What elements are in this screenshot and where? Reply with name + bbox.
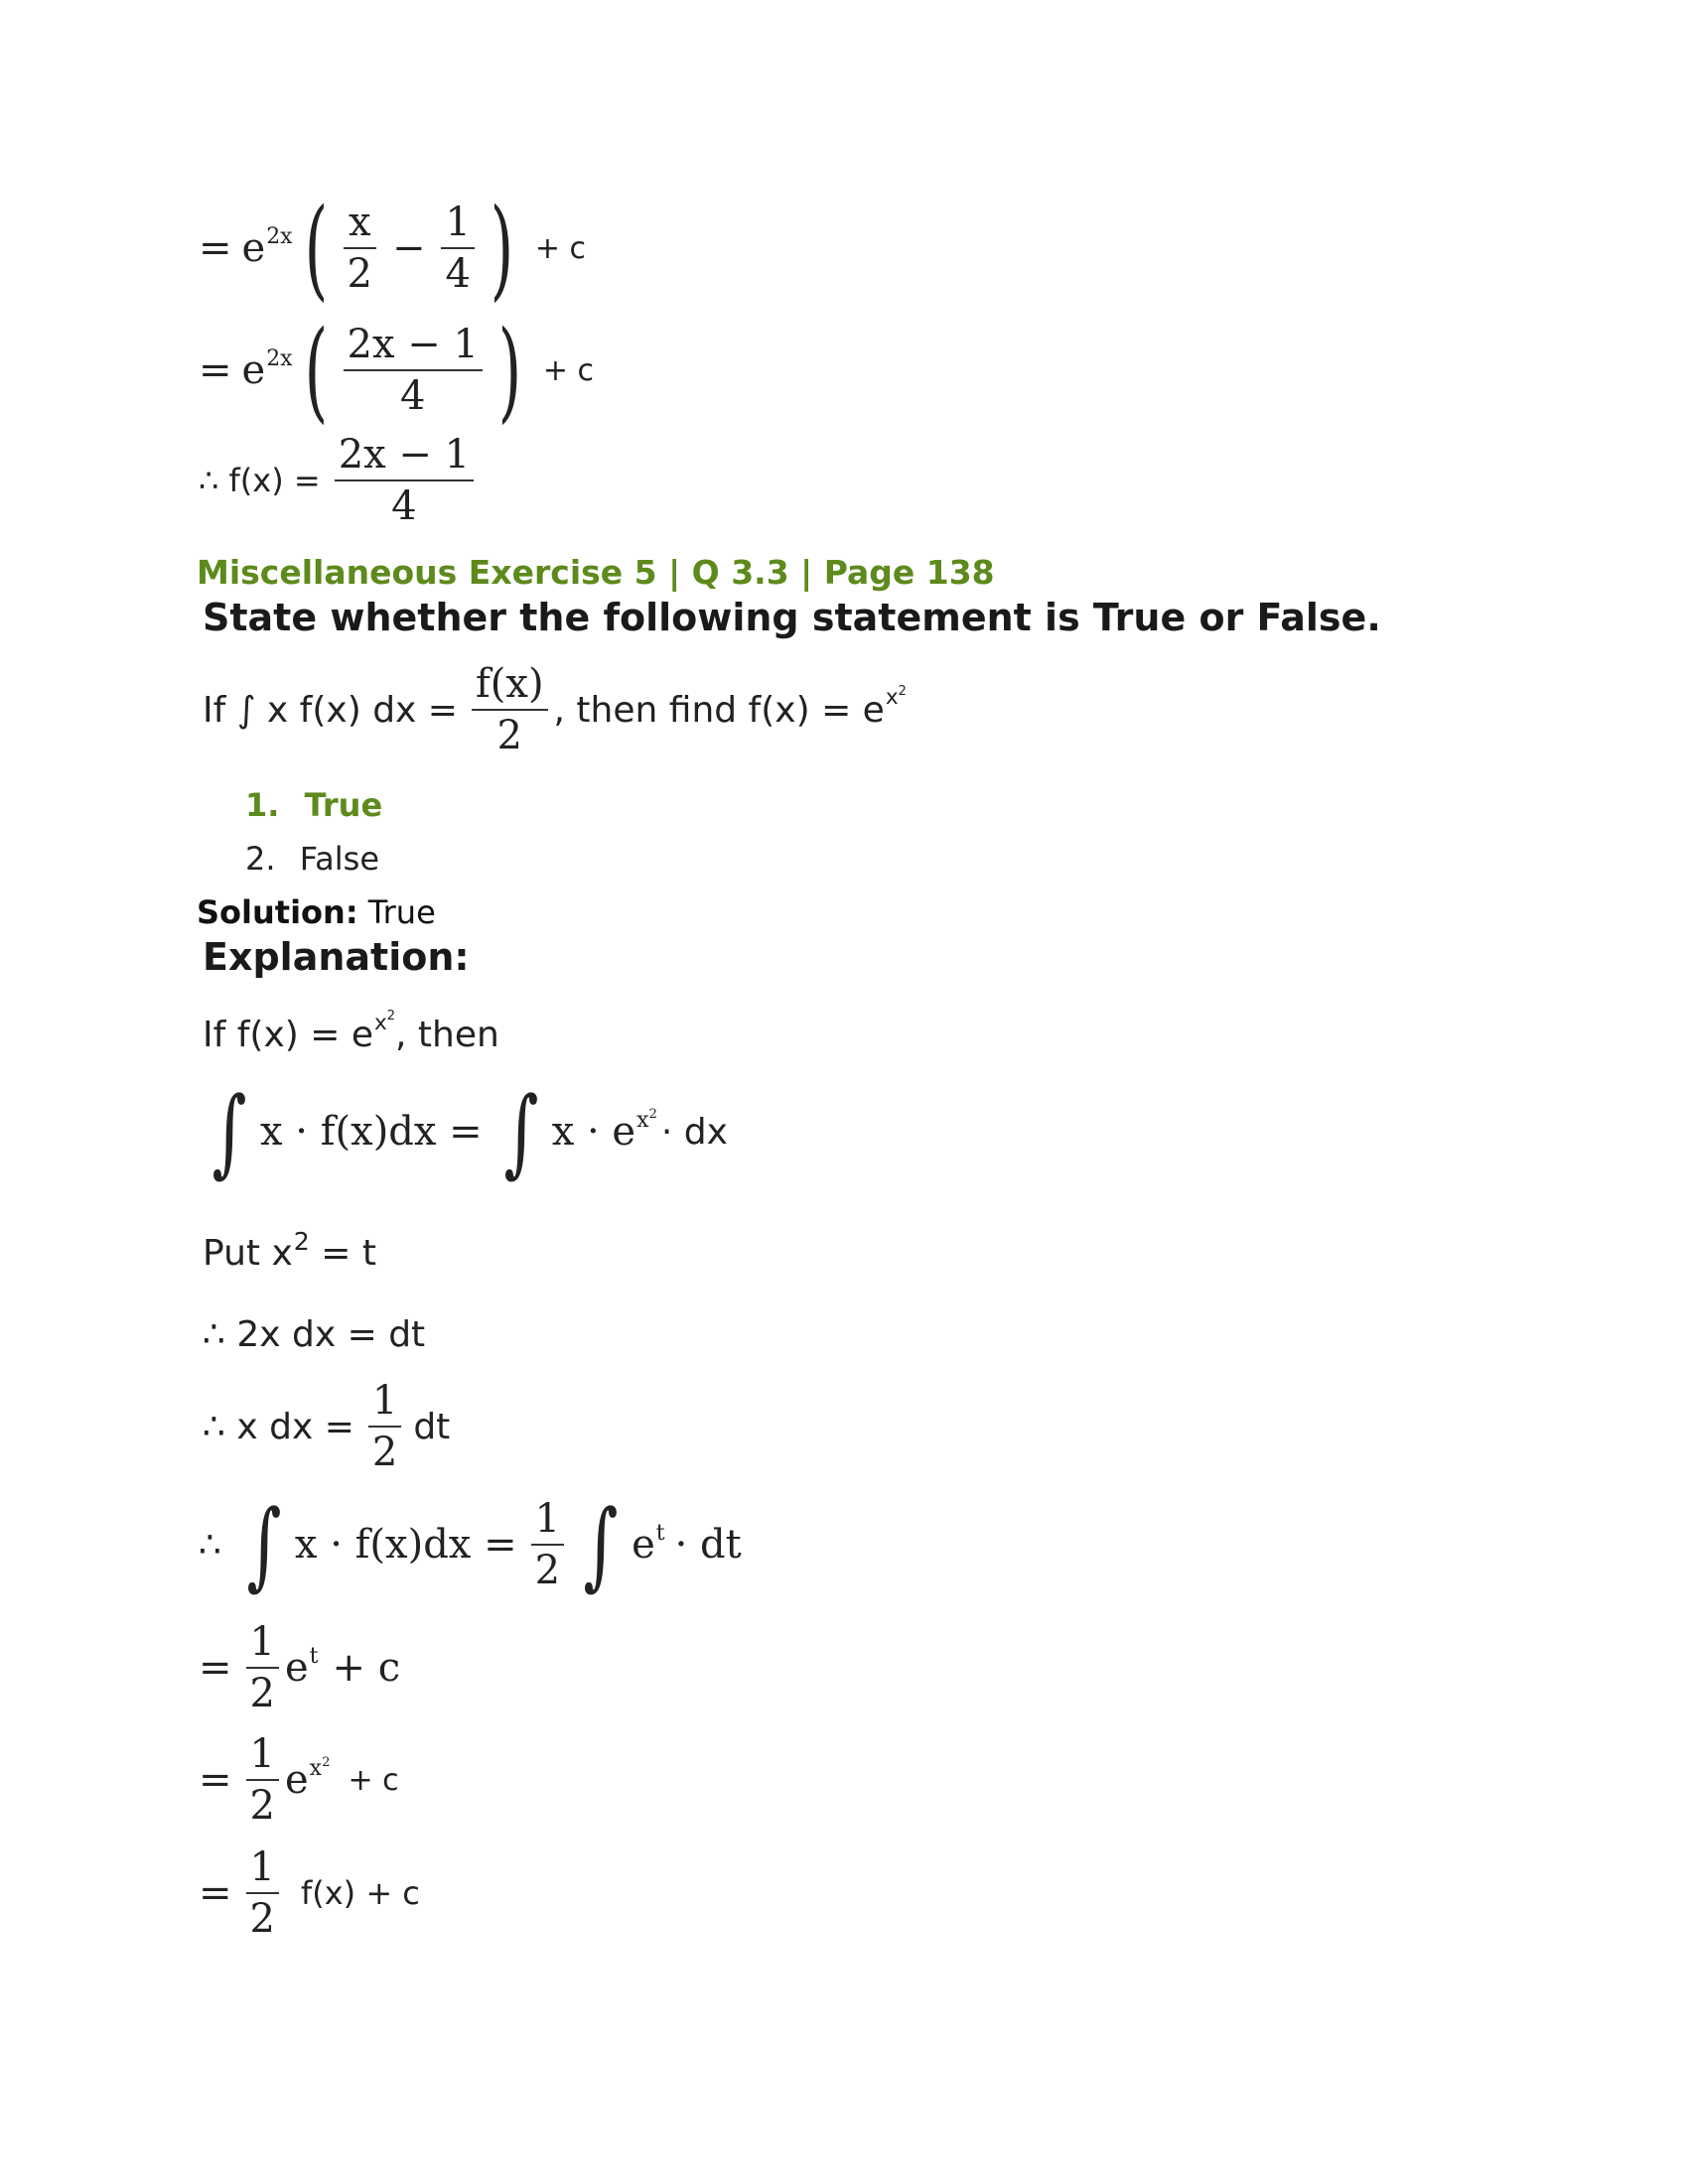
exponential-base: $e^{2x}$ <box>241 346 293 393</box>
top-line-1 <box>199 185 587 312</box>
option-true[interactable] <box>245 786 382 824</box>
fraction-half: $\frac{1}{2}$ <box>246 1846 279 1940</box>
right-paren: ) <box>497 307 522 434</box>
integral-sign: ∫ <box>211 1076 247 1187</box>
top-line-2 <box>199 307 595 434</box>
equals-sign: = <box>199 225 232 271</box>
solution-line <box>197 893 436 931</box>
step-if-fx: If $f(x) = e^{x^2}$, then <box>203 1009 499 1055</box>
step-differential: ∴ 2x dx = dt <box>203 1314 426 1355</box>
statement-suffix: , then find $f(x) = e^{x^2}$ <box>553 683 907 731</box>
step-result-1: = $\frac{1}{2}$ $e^t$ + c <box>199 1619 401 1716</box>
integral-sign: ∫ <box>246 1489 282 1600</box>
statement-prefix: If ∫ x f(x) dx = <box>203 689 458 731</box>
step-x-dx: ∴ x dx = $\frac{1}{2}$ dt <box>203 1378 451 1475</box>
right-paren: ) <box>490 185 514 312</box>
integral-sign: ∫ <box>583 1489 619 1600</box>
exercise-heading: Miscellaneous Exercise 5 | Q 3.3 | Page 138 <box>197 553 995 592</box>
left-paren: ( <box>304 307 328 434</box>
option-number: 2. <box>245 840 276 878</box>
plus-c: + c <box>542 352 595 388</box>
fraction-half: $\frac{1}{2}$ <box>246 1733 279 1827</box>
equals-sign: = <box>199 347 232 393</box>
step-result-2: = $\frac{1}{2}$ $e^{x^2}$ + c <box>199 1731 399 1829</box>
fraction-result: $\frac{2x - 1}{4}$ <box>335 434 474 527</box>
top-line-3 <box>199 434 480 527</box>
fraction-fx-over-2: $\frac{f(x)}{2}$ <box>472 663 548 756</box>
left-paren: ( <box>304 185 328 312</box>
fraction-half: $\frac{1}{2}$ <box>368 1380 401 1473</box>
therefore-fx: ∴ f(x) = <box>199 462 321 499</box>
option-label: False <box>299 840 380 878</box>
fraction-half: $\frac{1}{2}$ <box>531 1498 564 1591</box>
exponential-base: $e^{2x}$ <box>241 224 293 271</box>
integral-sign: ∫ <box>503 1076 539 1187</box>
solution-label: Solution: <box>197 893 358 931</box>
step-integral-transformed: ∴ ∫ x · f(x)dx = $\frac{1}{2}$ ∫ $e^t$ · dt <box>199 1489 742 1600</box>
fraction-1-over-4: $\frac{1}{4}$ <box>441 202 474 295</box>
step-result-3: = $\frac{1}{2}$ f(x) + c <box>199 1844 420 1942</box>
option-false[interactable] <box>245 840 379 878</box>
fraction-2x-1-over-4: $\frac{2x - 1}{4}$ <box>344 324 483 417</box>
option-number: 1. <box>245 786 280 824</box>
fraction-half: $\frac{1}{2}$ <box>246 1621 279 1714</box>
integral-rhs: $x \cdot e^{x^2}$ <box>551 1106 657 1155</box>
plus-c: + c <box>534 230 587 266</box>
integral-lhs: x · f(x)dx = <box>260 1109 483 1155</box>
statement-line <box>203 663 907 756</box>
integral-tail: · dx <box>660 1111 728 1153</box>
solution-value: True <box>367 893 436 931</box>
step-substitution: Put $x^2 = t$ <box>203 1226 376 1274</box>
option-label: True <box>304 786 383 824</box>
minus-sign: − <box>391 225 426 271</box>
explanation-heading: Explanation: <box>203 935 470 979</box>
question-text: State whether the following statement is True or False. <box>203 596 1381 639</box>
fraction-x-over-2: $\frac{x}{2}$ <box>344 202 376 295</box>
step-integral-setup <box>199 1076 728 1187</box>
